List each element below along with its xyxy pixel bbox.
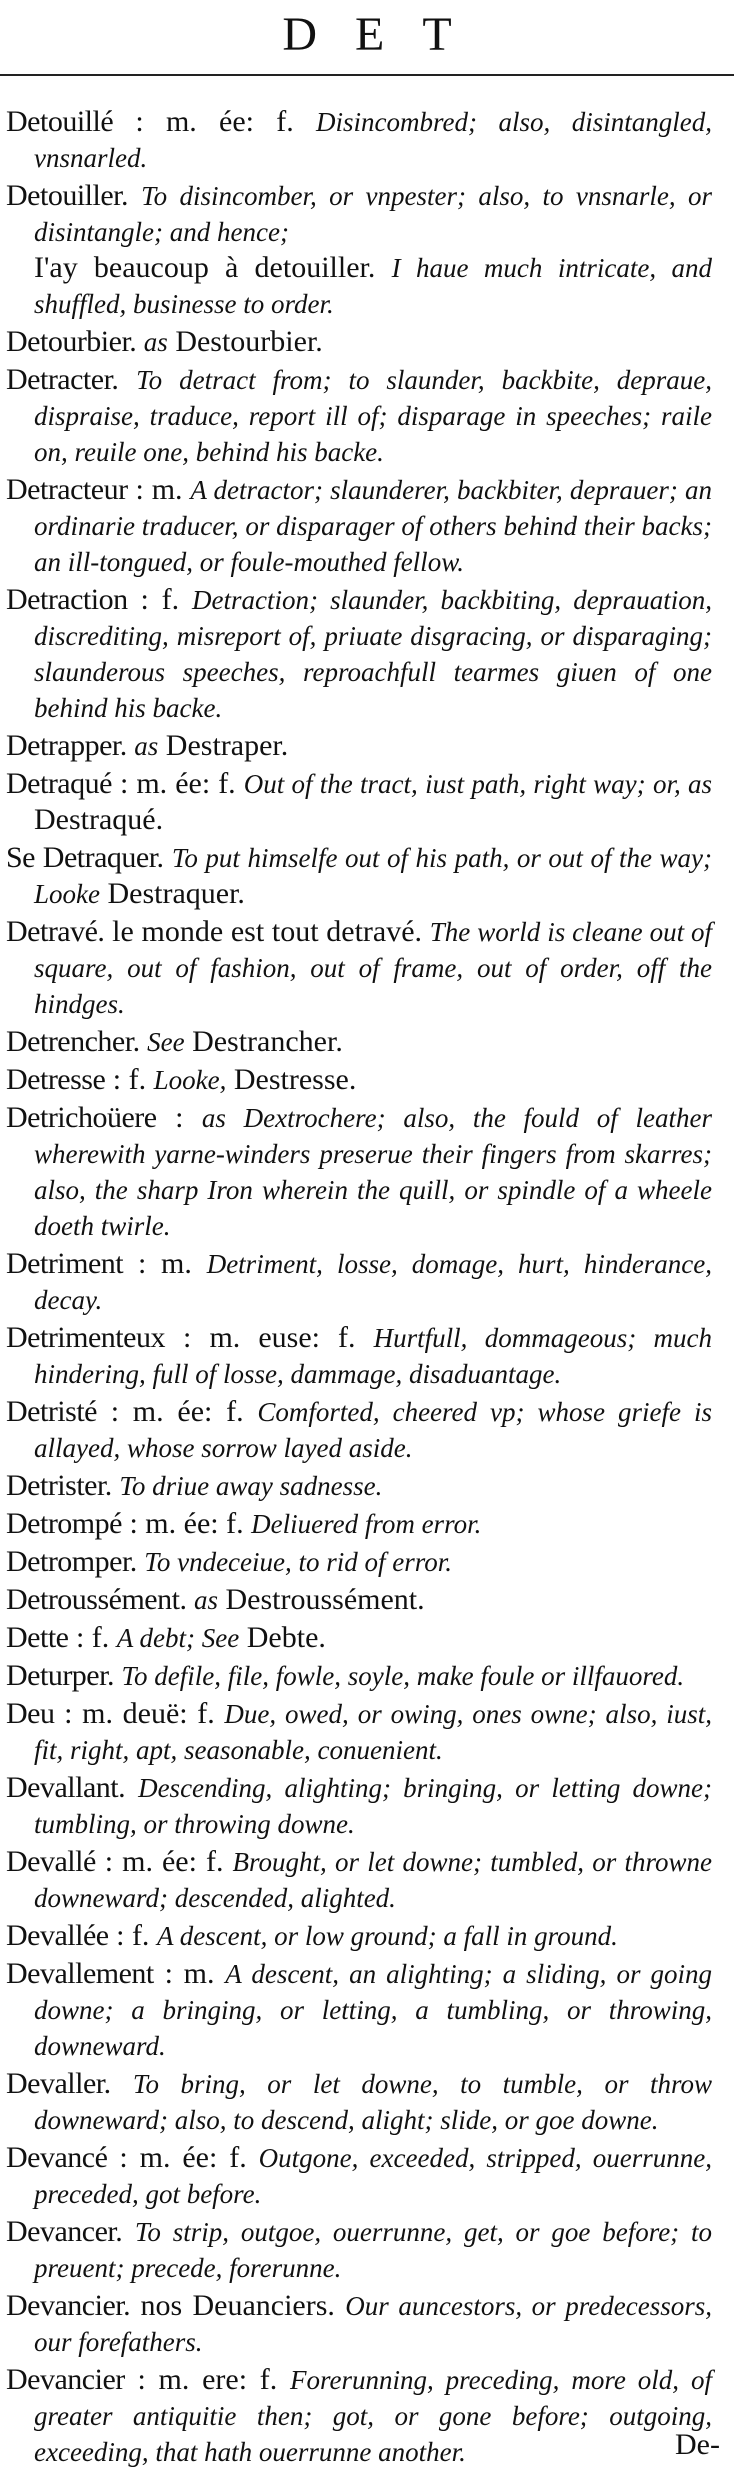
definition: Disincombred; also, disintangled, vnsnarled. bbox=[34, 107, 712, 173]
headword: Detriment bbox=[6, 1247, 124, 1280]
headword: Devancé bbox=[6, 2141, 108, 2174]
definition: A descent, an alighting; a sliding, or going downe; a bringing, or letting, a tumbling, or throwing, downeward. bbox=[34, 1959, 712, 2061]
grammar-note: : f. bbox=[75, 1621, 110, 1654]
definition: Outgone, exceeded, stripped, ouerrunne, preceded, got before. bbox=[34, 2143, 713, 2209]
grammar-note: : m. ere: f. bbox=[137, 2363, 278, 2396]
dictionary-entry bbox=[6, 1506, 712, 1542]
dictionary-entry bbox=[6, 2288, 712, 2360]
cross-reference: Debte. bbox=[246, 1621, 326, 1654]
headword: Devallée bbox=[6, 1919, 109, 1952]
headword: Detroussément. bbox=[6, 1583, 187, 1616]
definition: Detraction; slaunder, backbiting, deprauation, discrediting, misreport of, priuate disgracing, or disparaging; slaunderous speeches, reproachfull tearmes giuen of one behind his backe. bbox=[34, 585, 713, 723]
example-translation: I haue much intricate, and shuffled, businesse to order. bbox=[34, 253, 713, 319]
grammar-note: : m. deuë: f. bbox=[64, 1697, 215, 1730]
definition: A detractor; slaunderer, backbiter, deprauer; an ordinarie traducer, or disparager of others behind their backs; an ill-tongued, or foule-mouthed fellow. bbox=[34, 475, 713, 577]
dictionary-entry bbox=[6, 1956, 712, 2064]
headword: Detrimenteux bbox=[6, 1321, 165, 1354]
dictionary-entry bbox=[6, 2362, 712, 2470]
grammar-note: : m. ée: f. bbox=[129, 1507, 244, 1540]
headword: Devancer. bbox=[6, 2215, 123, 2248]
example-phrase: I'ay beaucoup à detouiller. bbox=[34, 251, 376, 284]
headword: Detravé. bbox=[6, 915, 105, 948]
definition: Comforted, cheered vp; whose griefe is allayed, whose sorrow layed aside. bbox=[34, 1397, 712, 1463]
headword: Detristé bbox=[6, 1395, 97, 1428]
definition: See bbox=[147, 1027, 185, 1057]
definition: To strip, outgoe, ouerrunne, get, or goe before; to preuent; precede, forerunne. bbox=[34, 2217, 713, 2283]
dictionary-entry bbox=[6, 1320, 712, 1392]
dictionary-entry bbox=[6, 1696, 712, 1768]
definition: Our auncestors, or predecessors, our forefathers. bbox=[34, 2291, 712, 2357]
definition: Forerunning, preceding, more old, of greater antiquitie then; got, or gone before; outgoing, exceeding, that hath ouerrunne another. bbox=[34, 2365, 713, 2467]
cross-reference: Destraquer. bbox=[107, 877, 245, 910]
grammar-note: : m. bbox=[137, 1247, 192, 1280]
headword: Detromper. bbox=[6, 1545, 137, 1578]
definition: A descent, or low ground; a fall in ground. bbox=[156, 1921, 618, 1951]
headword: Detracter. bbox=[6, 363, 119, 396]
page-header bbox=[0, 0, 734, 70]
dictionary-entry bbox=[6, 840, 712, 912]
headword: Detrompé bbox=[6, 1507, 122, 1540]
dictionary-entry bbox=[6, 914, 712, 1022]
headword: Devallant. bbox=[6, 1771, 126, 1804]
dictionary-entry bbox=[6, 472, 712, 580]
headword: Deu bbox=[6, 1697, 55, 1730]
dictionary-entry bbox=[6, 728, 712, 764]
grammar-note: : m. euse: f. bbox=[183, 1321, 356, 1354]
headword: Detrapper. bbox=[6, 729, 127, 762]
dictionary-entry bbox=[6, 766, 712, 838]
headword: Devaller. bbox=[6, 2067, 111, 2100]
headword: Deturper. bbox=[6, 1659, 114, 1692]
dictionary-entry bbox=[6, 1062, 712, 1098]
dictionary-entry bbox=[6, 2214, 712, 2286]
cross-reference: Destraper. bbox=[165, 729, 289, 762]
headword: Detrencher. bbox=[6, 1025, 140, 1058]
definition: To detract from; to slaunder, backbite, depraue, dispraise, traduce, report ill of; disparage in speeches; raile on, reuile one, behind his backe. bbox=[34, 365, 713, 467]
dictionary-entry bbox=[6, 1658, 712, 1694]
definition: A debt; See bbox=[116, 1623, 240, 1653]
dictionary-entry bbox=[6, 1582, 712, 1618]
dictionary-entry bbox=[6, 2066, 712, 2138]
definition: as bbox=[134, 731, 159, 761]
definition: Due, owed, or owing, ones owne; also, iust, fit, right, apt, seasonable, conuenient. bbox=[34, 1699, 712, 1765]
dictionary-entry bbox=[6, 1468, 712, 1504]
grammar-note: : m. ée: f. bbox=[119, 767, 236, 800]
definition: The world is cleane out of square, out of fashion, out of frame, out of order, off the hindges. bbox=[34, 917, 713, 1019]
dictionary-entry bbox=[6, 1544, 712, 1580]
headword: Detourbier. bbox=[6, 325, 137, 358]
grammar-note: : m. ée: f. bbox=[119, 2141, 247, 2174]
dictionary-entry bbox=[6, 1770, 712, 1842]
dictionary-entry bbox=[6, 104, 712, 176]
grammar-note: nos Deuanciers. bbox=[140, 2289, 335, 2322]
definition: To driue away sadnesse. bbox=[119, 1471, 383, 1501]
dictionary-entry bbox=[6, 1100, 712, 1244]
dictionary-entry bbox=[6, 1918, 712, 1954]
headword: Detraqué bbox=[6, 767, 112, 800]
headword: Detouillé bbox=[6, 105, 114, 138]
definition: Looke, bbox=[153, 1065, 227, 1095]
grammar-note: : m. bbox=[135, 473, 183, 506]
headword: Detracteur bbox=[6, 473, 128, 506]
cross-reference: Destroussément. bbox=[225, 1583, 425, 1616]
dictionary-entry bbox=[6, 1394, 712, 1466]
dictionary-entry bbox=[6, 2140, 712, 2212]
headword: Se Detraquer. bbox=[6, 841, 164, 874]
definition: To bring, or let downe, to tumble, or throw downeward; also, to descend, alight; slide, or goe downe. bbox=[34, 2069, 713, 2135]
cross-reference: Destourbier. bbox=[175, 325, 323, 358]
grammar-note: : f. bbox=[116, 1919, 150, 1952]
headword: Detresse bbox=[6, 1063, 106, 1096]
dictionary-entry bbox=[6, 362, 712, 470]
definition: Descending, alighting; bringing, or letting downe; tumbling, or throwing downe. bbox=[34, 1773, 713, 1839]
definition: as Dextrochere; also, the fould of leather wherewith yarne-winders preserue their fingers from skarres; also, the sharp Iron wherein the quill, or spindle of a wheele doeth twirle. bbox=[34, 1103, 713, 1241]
definition: To defile, file, fowle, soyle, make foule or illfauored. bbox=[121, 1661, 685, 1691]
dictionary-entry bbox=[6, 1620, 712, 1656]
headword: Devallement bbox=[6, 1957, 154, 1990]
dictionary-entry bbox=[6, 178, 712, 322]
dictionary-entries bbox=[0, 76, 734, 2470]
grammar-note: le monde est tout detravé. bbox=[112, 915, 423, 948]
cross-reference: Destraqué. bbox=[34, 803, 164, 836]
grammar-note: : m. ée: f. bbox=[110, 1395, 244, 1428]
definition: Brought, or let downe; tumbled, or throwne downeward; descended, alighted. bbox=[34, 1847, 712, 1913]
definition: as bbox=[143, 327, 168, 357]
cross-reference: Destresse. bbox=[233, 1063, 357, 1096]
definition: Deliuered from error. bbox=[251, 1509, 482, 1539]
headword: Detouiller. bbox=[6, 179, 128, 212]
grammar-note: : f. bbox=[140, 583, 180, 616]
dictionary-entry bbox=[6, 1246, 712, 1318]
definition: To vndeceiue, to rid of error. bbox=[144, 1547, 453, 1577]
headword: Detrichoüere bbox=[6, 1101, 157, 1134]
headword: Detrister. bbox=[6, 1469, 112, 1502]
definition: Out of the tract, iust path, right way; or, as bbox=[243, 769, 712, 799]
definition: Detriment, losse, domage, hurt, hinderance, decay. bbox=[34, 1249, 713, 1315]
grammar-note: : bbox=[175, 1101, 184, 1134]
definition: Hurtfull, dommageous; much hindering, full of losse, dammage, disaduantage. bbox=[34, 1323, 712, 1389]
grammar-note: : m. bbox=[164, 1957, 215, 1990]
headword: Devancier. bbox=[6, 2289, 131, 2322]
dictionary-entry bbox=[6, 582, 712, 726]
grammar-note: : m. ée: f. bbox=[135, 105, 294, 138]
definition: To disincomber, or vnpester; also, to vnsnarle, or disintangle; and hence; bbox=[34, 181, 713, 247]
grammar-note: : m. ée: f. bbox=[104, 1845, 224, 1878]
headword: Devallé bbox=[6, 1845, 96, 1878]
grammar-note: : f. bbox=[112, 1063, 147, 1096]
dictionary-entry bbox=[6, 324, 712, 360]
dictionary-entry bbox=[6, 1024, 712, 1060]
headword: Devancier bbox=[6, 2363, 125, 2396]
definition: To put himselfe out of his path, or out of the way; Looke bbox=[34, 843, 713, 909]
running-head: DET bbox=[282, 8, 490, 61]
catchword: De- bbox=[675, 2428, 720, 2461]
dictionary-entry bbox=[6, 1844, 712, 1916]
headword: Dette bbox=[6, 1621, 69, 1654]
definition: as bbox=[193, 1585, 218, 1615]
headword: Detraction bbox=[6, 583, 128, 616]
cross-reference: Destrancher. bbox=[192, 1025, 343, 1058]
